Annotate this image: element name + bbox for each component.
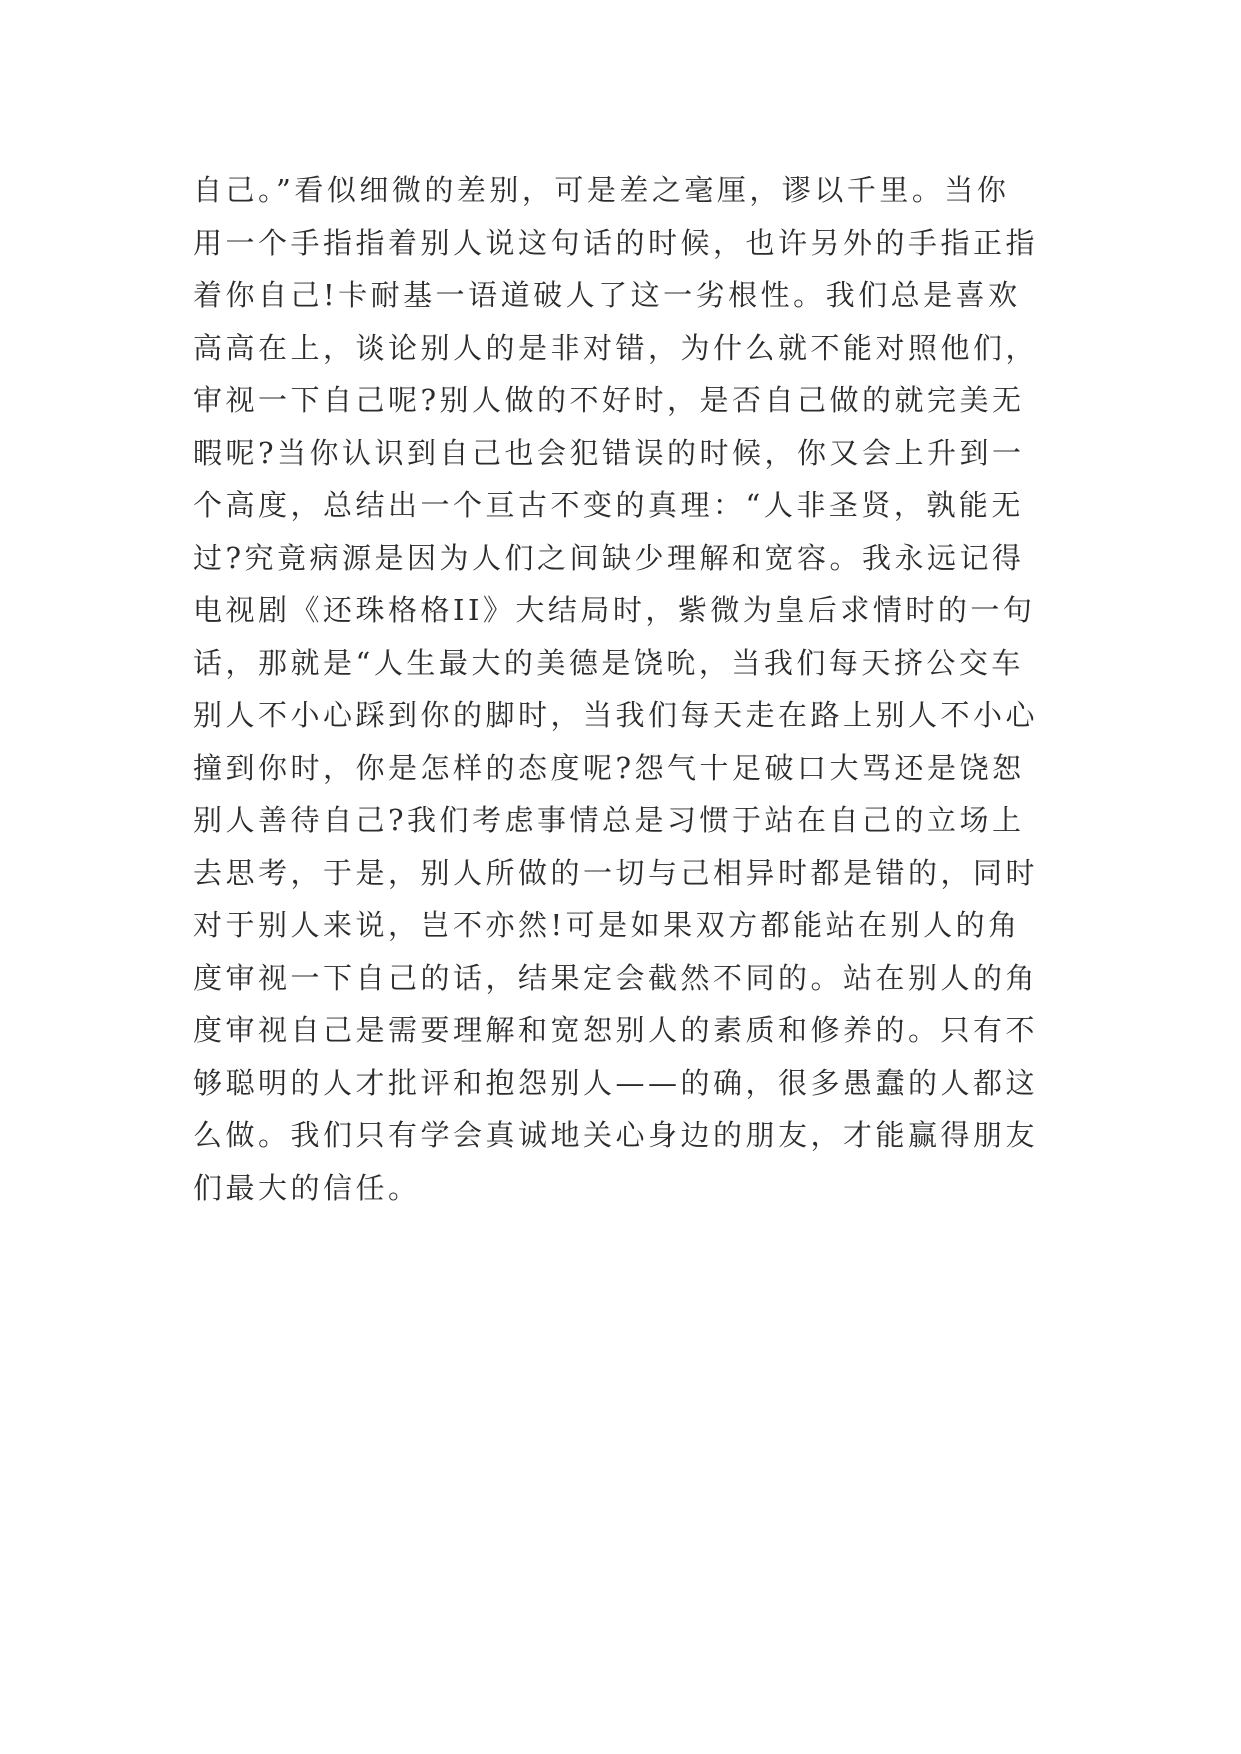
text-line: 别人善待自己?我们考虑事情总是习惯于站在自己的立场上: [193, 803, 1025, 837]
text-line: 着你自己!卡耐基一语道破人了这一劣根性。我们总是喜欢: [193, 278, 1021, 312]
text-line: 么做。我们只有学会真诚地关心身边的朋友，才能赢得朋友: [193, 1118, 1039, 1152]
text-line: 个高度，总结出一个亘古不变的真理：“人非圣贤，孰能无: [193, 488, 1024, 522]
text-line: 暇呢?当你认识到自己也会犯错误的时候，你又会上升到一: [193, 435, 1025, 470]
text-line: 们最大的信任。: [193, 1170, 421, 1205]
text-line: 对于别人来说，岂不亦然!可是如果双方都能站在别人的角: [193, 908, 1021, 942]
text-line: 电视剧《还珠格格II》大结局时，紫微为皇后求情时的一句: [193, 593, 1036, 627]
text-line: 审视一下自己呢?别人做的不好时，是否自己做的就完美无: [193, 383, 1025, 417]
body-paragraph: [193, 164, 1053, 1214]
text-line: 去思考，于是，别人所做的一切与己相异时都是错的，同时: [193, 855, 1039, 890]
text-line: 撞到你时，你是怎样的态度呢?怨气十足破口大骂还是饶恕: [193, 750, 1025, 785]
text-line: 自己。”看似细微的差别，可是差之毫厘，谬以千里。当你: [193, 173, 1010, 207]
text-line: 用一个手指指着别人说这句话的时候，也许另外的手指正指: [193, 225, 1039, 260]
text-line: 度审视自己是需要理解和宽恕别人的素质和修养的。只有不: [193, 1013, 1039, 1047]
text-line: 话，那就是“人生最大的美德是饶吮，当我们每天挤公交车: [193, 645, 1024, 680]
text-line: 过?究竟病源是因为人们之间缺少理解和宽容。我永远记得: [193, 540, 1025, 575]
text-line: 高高在上，谈论别人的是非对错，为什么就不能对照他们，: [193, 330, 1039, 365]
text-line: 够聪明的人才批评和抱怨别人——的确，很多愚蠢的人都这: [193, 1065, 1039, 1100]
text-line: 别人不小心踩到你的脚时，当我们每天走在路上别人不小心: [193, 698, 1039, 732]
text-line: 度审视一下自己的话，结果定会截然不同的。站在别人的角: [193, 960, 1039, 995]
